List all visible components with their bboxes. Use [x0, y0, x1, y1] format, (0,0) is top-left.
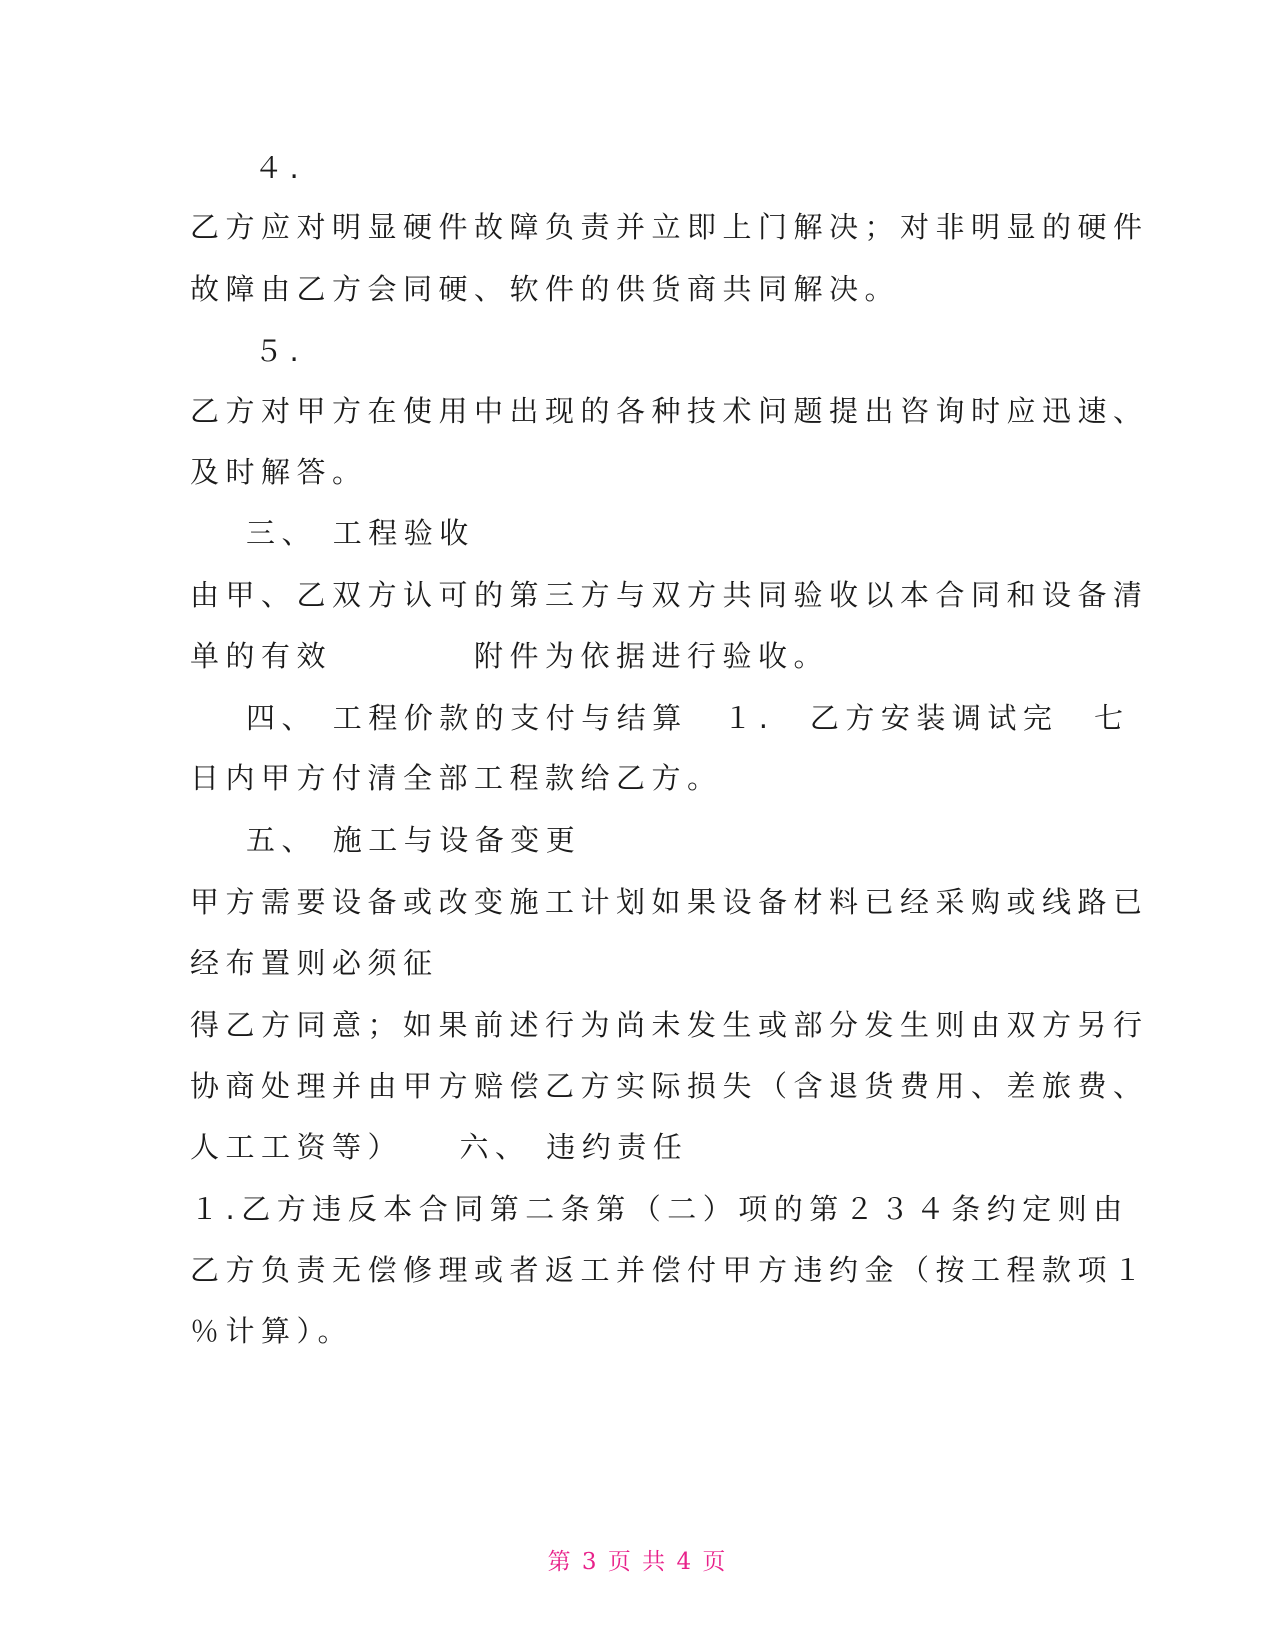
paragraph-line: 故障由乙方会同硬、软件的供货商共同解决。: [190, 272, 901, 306]
paragraph-line: 得乙方同意；如果前述行为尚未发生或部分发生则由双方另行: [190, 1008, 1149, 1042]
paragraph-line-with-heading: 人工工资等） 六、 违约责任: [190, 1130, 689, 1164]
section-heading-acceptance: 三、 工程验收: [246, 516, 475, 550]
paragraph-line: 乙方应对明显硬件故障负责并立即上门解决；对非明显的硬件: [190, 210, 1149, 244]
section-heading-payment: 四、 工程价款的支付与结算 １. 乙方安装调试完 七: [246, 701, 1130, 735]
item-number-5: ５.: [254, 334, 306, 368]
paragraph-line: １.乙方违反本合同第二条第（二）项的第２３４条约定则由: [190, 1192, 1129, 1226]
paragraph-line: 由甲、乙双方认可的第三方与双方共同验收以本合同和设备清: [190, 578, 1149, 612]
paragraph-line: 日内甲方付清全部工程款给乙方。: [190, 761, 723, 795]
paragraph-line: 协商处理并由甲方赔偿乙方实际损失（含退货费用、差旅费、: [190, 1069, 1149, 1103]
paragraph-line: 及时解答。: [190, 455, 368, 489]
item-number-4: ４.: [254, 151, 306, 185]
paragraph-line: 乙方负责无偿修理或者返工并偿付甲方违约金（按工程款项１: [190, 1253, 1149, 1287]
section-heading-changes: 五、 施工与设备变更: [246, 823, 582, 857]
paragraph-line: 甲方需要设备或改变施工计划如果设备材料已经采购或线路已: [190, 885, 1149, 919]
paragraph-line: 经布置则必须征: [190, 946, 439, 980]
paragraph-line: ％计算）。: [190, 1314, 354, 1348]
paragraph-line: 单的有效 附件为依据进行验收。: [190, 639, 830, 673]
page-number-footer: 第 3 页 共 4 页: [547, 1549, 728, 1575]
paragraph-line: 乙方对甲方在使用中出现的各种技术问题提出咨询时应迅速、: [190, 394, 1149, 428]
